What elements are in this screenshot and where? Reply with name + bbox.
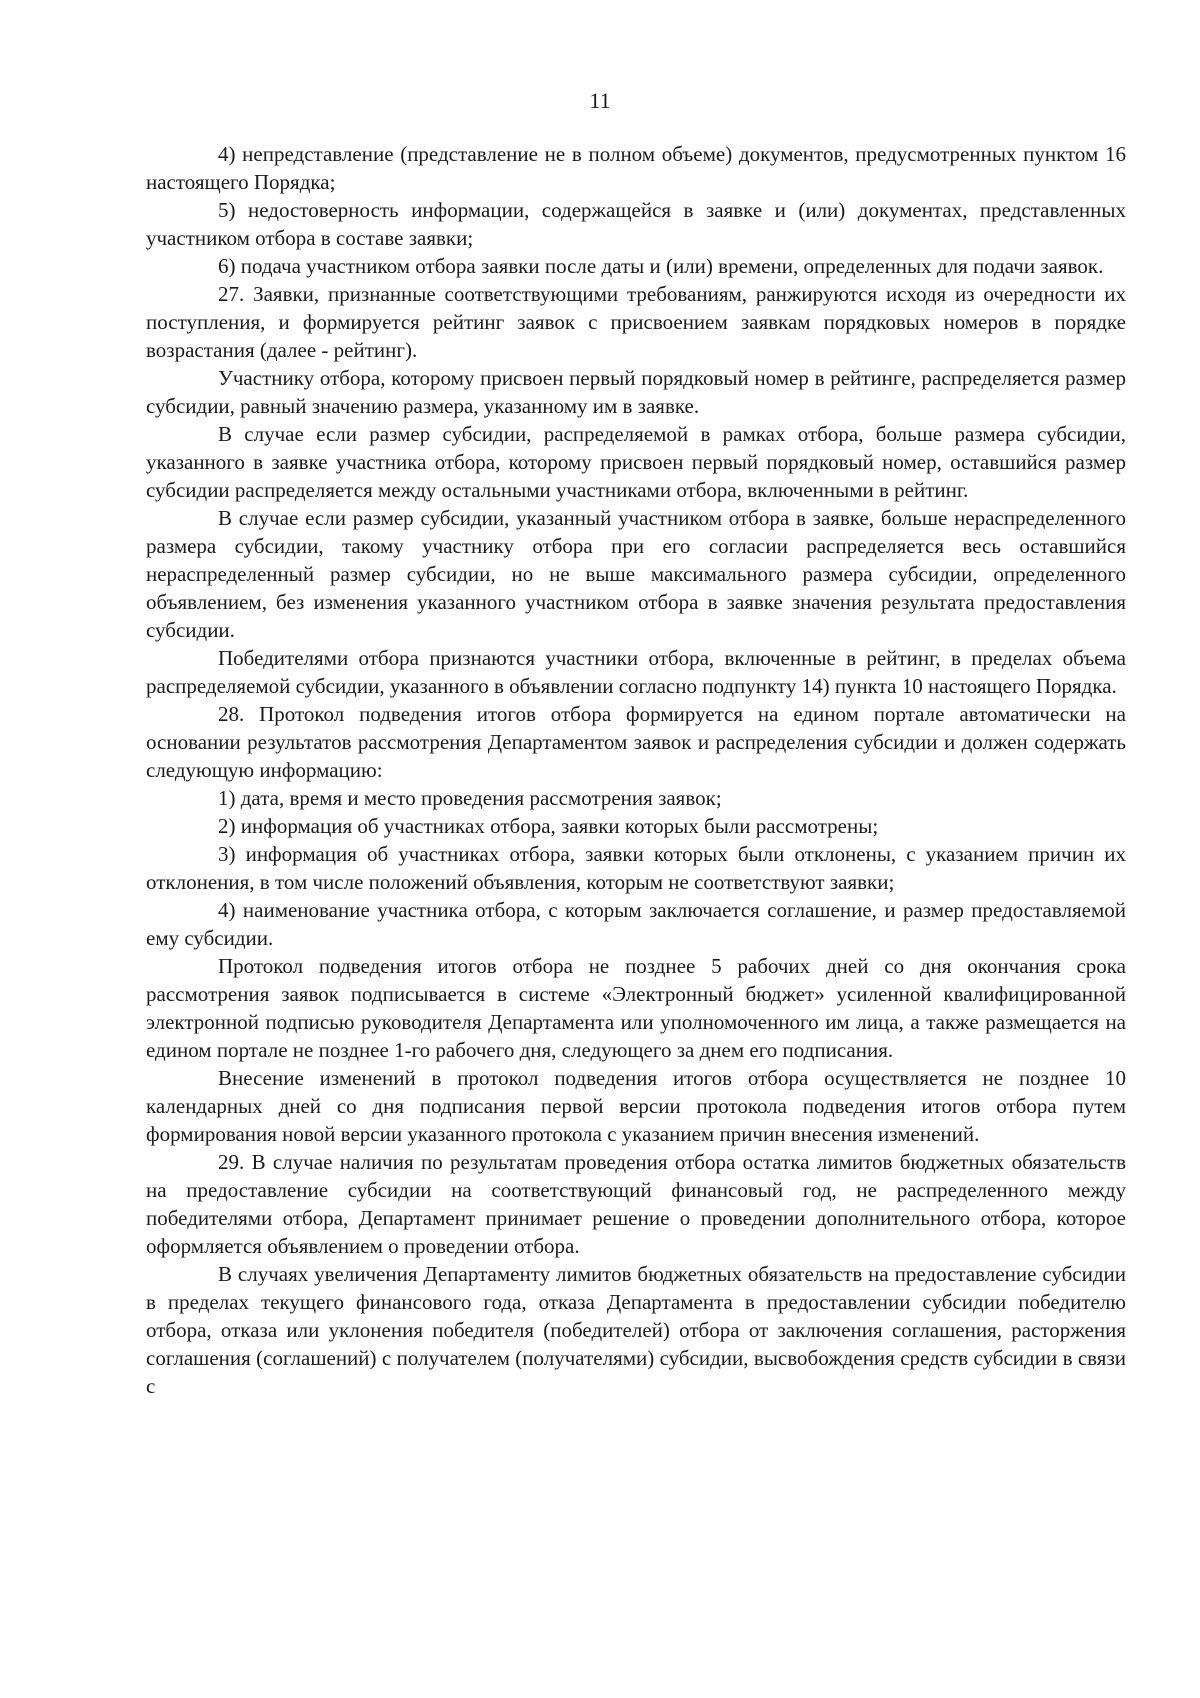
paragraph: 3) информация об участниках отбора, заявки которых были отклонены, с указанием причин их отклонения, в том числе положений объявления, которым не соответствуют заявки;: [146, 842, 1126, 894]
paragraph: Победителями отбора признаются участники отбора, включенные в рейтинг, в пределах объема распределяемой субсидии, указанного в объявлении согласно подпункту 14) пункта 10 настоящего Порядка.: [146, 646, 1126, 698]
paragraph: В случае если размер субсидии, указанный участником отбора в заявке, больше нераспределенного размера субсидии, такому участнику отбора при его согласии распределяется весь оставшийся нераспределенный размер субсидии, но не выше максимального размера субсидии, определенного объявлением, без изменения указанного участником отбора в заявке значения результата предоставления субсидии.: [146, 506, 1126, 642]
paragraph: 5) недостоверность информации, содержащейся в заявке и (или) документах, представленных участником отбора в составе заявки;: [146, 198, 1126, 250]
paragraph: 4) непредставление (представление не в полном объеме) документов, предусмотренных пунктом 16 настоящего Порядка;: [146, 142, 1126, 194]
paragraph: Внесение изменений в протокол подведения итогов отбора осуществляется не позднее 10 календарных дней со дня подписания первой версии протокола подведения итогов отбора путем формирования новой версии указанного протокола с указанием причин внесения изменений.: [146, 1066, 1126, 1146]
paragraph: Протокол подведения итогов отбора не позднее 5 рабочих дней со дня окончания срока рассмотрения заявок подписывается в системе «Электронный бюджет» усиленной квалифицированной электронной подписью руководителя Департамента или уполномоченного им лица, а также размещается на едином портале не позднее 1-го рабочего дня, следующего за днем его подписания.: [146, 954, 1126, 1062]
paragraph: 4) наименование участника отбора, с которым заключается соглашение, и размер предоставляемой ему субсидии.: [146, 898, 1126, 950]
document-body: [146, 140, 1126, 1400]
paragraph: В случаях увеличения Департаменту лимитов бюджетных обязательств на предоставление субсидии в пределах текущего финансового года, отказа Департамента в предоставлении субсидии победителю отбора, отказа или уклонения победителя (победителей) отбора от заключения соглашения, расторжения соглашения (соглашений) с получателем (получателями) субсидии, высвобождения средств субсидии в связи с: [146, 1262, 1126, 1398]
paragraph: 1) дата, время и место проведения рассмотрения заявок;: [218, 786, 722, 810]
paragraph: 29. В случае наличия по результатам проведения отбора остатка лимитов бюджетных обязательств на предоставление субсидии на соответствующий финансовый год, не распределенного между победителями отбора, Департамент принимает решение о проведении дополнительного отбора, которое оформляется объявлением о проведении отбора.: [146, 1150, 1126, 1258]
paragraph: 6) подача участником отбора заявки после даты и (или) времени, определенных для подачи заявок.: [218, 254, 1104, 278]
paragraph: Участнику отбора, которому присвоен первый порядковый номер в рейтинге, распределяется размер субсидии, равный значению размера, указанному им в заявке.: [146, 366, 1126, 418]
paragraph: 28. Протокол подведения итогов отбора формируется на едином портале автоматически на основании результатов рассмотрения Департаментом заявок и распределения субсидии и должен содержать следующую информацию:: [146, 702, 1126, 782]
page-number: 11: [589, 88, 611, 113]
paragraph: 2) информация об участниках отбора, заявки которых были рассмотрены;: [218, 814, 879, 838]
paragraph: В случае если размер субсидии, распределяемой в рамках отбора, больше размера субсидии, указанного в заявке участника отбора, которому присвоен первый порядковый номер, оставшийся размер субсидии распределяется между остальными участниками отбора, включенными в рейтинг.: [146, 422, 1126, 502]
paragraph: 27. Заявки, признанные соответствующими требованиям, ранжируются исходя из очередности их поступления, и формируется рейтинг заявок с присвоением заявкам порядковых номеров в порядке возрастания (далее - рейтинг).: [146, 282, 1126, 362]
